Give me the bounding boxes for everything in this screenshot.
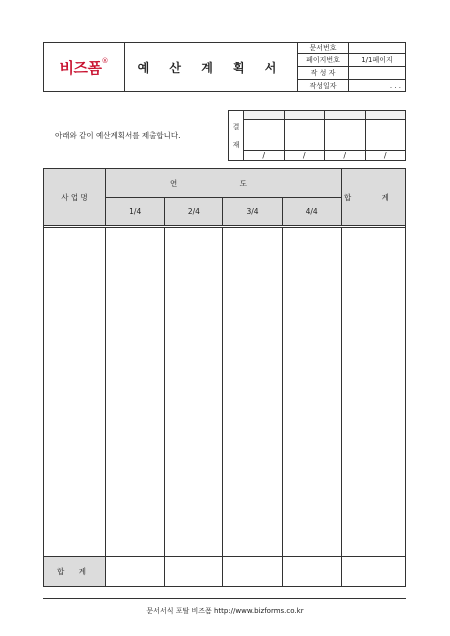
author-label: 작 성 자 — [298, 67, 349, 80]
q1-cell[interactable] — [106, 228, 165, 557]
total-q4-cell[interactable] — [282, 556, 341, 586]
author-field[interactable] — [349, 67, 406, 80]
approval-date-1[interactable]: / — [244, 151, 285, 161]
page-number-field[interactable]: 1/1페이지 — [349, 54, 406, 67]
total-q3-cell[interactable] — [223, 556, 282, 586]
doc-number-field[interactable] — [349, 43, 406, 54]
row-total-cell[interactable] — [341, 228, 405, 557]
quarter-header-2: 2/4 — [165, 198, 223, 226]
intro-text: 아래와 같이 예산계획서를 제출합니다. — [55, 131, 181, 140]
page-title: 예 산 계 획 서 — [137, 60, 285, 75]
footer-divider — [43, 598, 406, 599]
approver-title-3[interactable] — [325, 111, 366, 120]
date-label: 작성일자 — [298, 80, 349, 92]
year-header: 연 도 — [106, 169, 342, 198]
approval-label — [229, 111, 244, 161]
approval-date-3[interactable]: / — [325, 151, 366, 161]
quarter-header-3: 3/4 — [223, 198, 282, 226]
approval-label-top: 결 — [232, 122, 240, 131]
approval-date-4[interactable]: / — [365, 151, 406, 161]
q4-cell[interactable] — [282, 228, 341, 557]
total-q2-cell[interactable] — [165, 556, 223, 586]
footer-text: 문서서식 포탈 비즈폼 http://www.bizforms.co.kr — [146, 607, 304, 615]
doc-number-label: 문서번호 — [298, 43, 349, 54]
logo-registered-mark: ® — [101, 56, 109, 65]
page-title-cell — [125, 43, 298, 92]
approval-sign-1[interactable] — [244, 120, 285, 151]
q2-cell[interactable] — [165, 228, 223, 557]
approver-title-2[interactable] — [284, 111, 325, 120]
budget-table — [43, 168, 406, 587]
total-row-label: 합 계 — [44, 556, 106, 586]
approval-sign-2[interactable] — [284, 120, 325, 151]
approval-box — [228, 110, 406, 161]
document-header — [43, 42, 406, 92]
date-field[interactable]: . . . — [349, 80, 406, 92]
approver-title-4[interactable] — [365, 111, 406, 120]
quarter-header-1: 1/4 — [106, 198, 165, 226]
approval-sign-3[interactable] — [325, 120, 366, 151]
q3-cell[interactable] — [223, 228, 282, 557]
total-q1-cell[interactable] — [106, 556, 165, 586]
grand-total-cell[interactable] — [341, 556, 405, 586]
page-number-label: 페이지번호 — [298, 54, 349, 67]
approval-label-bottom: 재 — [232, 140, 240, 149]
approval-date-2[interactable]: / — [284, 151, 325, 161]
quarter-header-4: 4/4 — [282, 198, 341, 226]
project-name-cell[interactable] — [44, 228, 106, 557]
approver-title-1[interactable] — [244, 111, 285, 120]
approval-sign-4[interactable] — [365, 120, 406, 151]
logo-text: 비즈폼 — [59, 58, 102, 77]
total-header: 합 계 — [341, 169, 405, 226]
project-name-header: 사 업 명 — [44, 169, 106, 226]
logo — [44, 43, 125, 92]
